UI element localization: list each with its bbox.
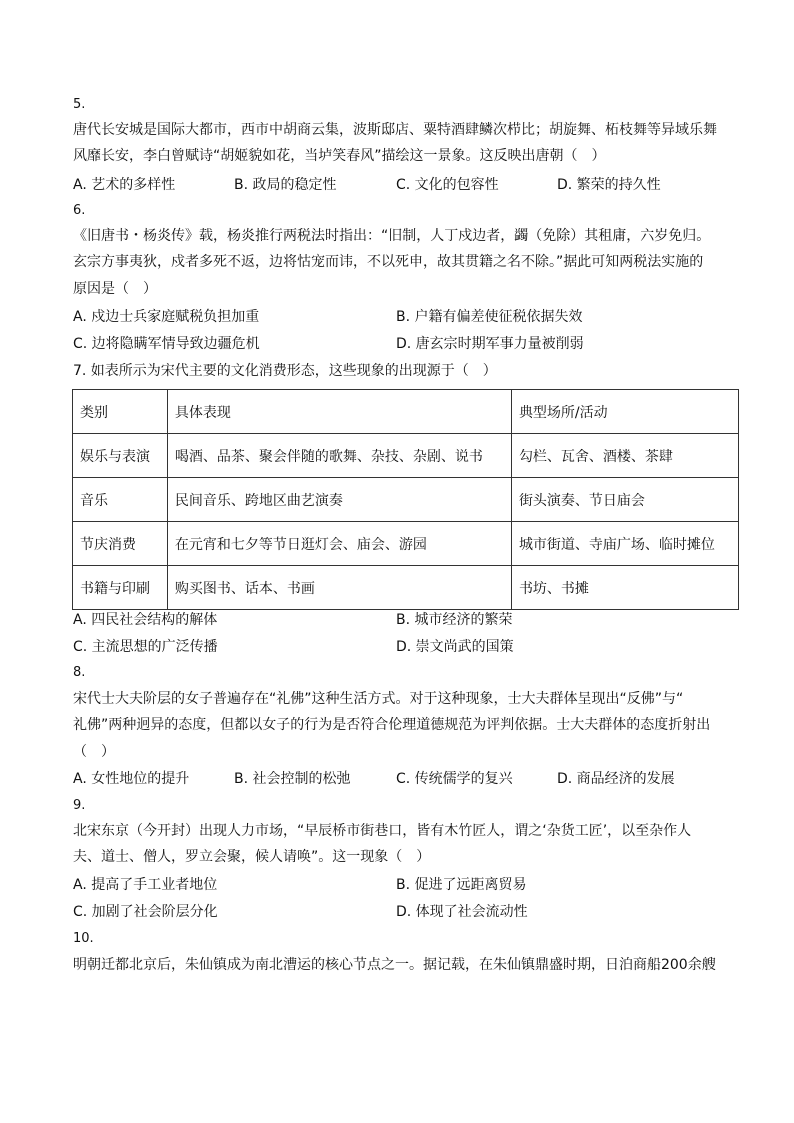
question-10-number: 10.	[73, 931, 94, 946]
question-9-text-line-2: 夫、道士、僧人，罗立会聚，候人请唤”。这一现象（ ）	[73, 849, 431, 865]
question-7-option-c[interactable]: C. 主流思想的广泛传播	[73, 639, 218, 655]
question-10-text-line-1: 明朝迁都北京后，朱仙镇成为南北漕运的核心节点之一。据记载，在朱仙镇鼎盛时期，日泊商船200余艘	[73, 957, 716, 973]
table-cell: 娱乐与表演	[73, 434, 168, 478]
question-6-option-c[interactable]: C. 边将隐瞒军情导致边疆危机	[73, 336, 260, 352]
question-9-option-c[interactable]: C. 加剧了社会阶层分化	[73, 904, 218, 920]
table-header-row	[73, 390, 739, 434]
question-6-text-line-1: 《旧唐书・杨炎传》载，杨炎推行两税法时指出：“旧制，人丁戍边者，蠲（免除）其租庸，六岁免归。	[73, 228, 711, 244]
question-7-option-b[interactable]: B. 城市经济的繁荣	[396, 612, 513, 628]
table-header-cell: 典型场所/活动	[511, 390, 738, 434]
table-row	[73, 434, 739, 478]
table-cell: 在元宵和七夕等节日逛灯会、庙会、游园	[167, 522, 511, 566]
table-cell: 勾栏、瓦舍、酒楼、茶肆	[511, 434, 738, 478]
question-9-option-b[interactable]: B. 促进了远距离贸易	[396, 877, 527, 893]
culture-consumption-table	[72, 389, 739, 610]
question-8-text-line-3: （ ）	[73, 744, 115, 760]
table-cell: 书坊、书摊	[511, 566, 738, 610]
question-5-option-c[interactable]: C. 文化的包容性	[396, 177, 499, 193]
question-5-text-line-2: 风靡长安，李白曾赋诗“胡姬貌如花，当垆笑春风”描绘这一景象。这反映出唐朝（ ）	[73, 148, 606, 164]
question-7-option-a[interactable]: A. 四民社会结构的解体	[73, 612, 218, 628]
table-cell: 音乐	[73, 478, 168, 522]
table-row	[73, 522, 739, 566]
question-9-text-line-1: 北宋东京（今开封）出现人力市场，“早辰桥市街巷口，皆有木竹匠人，谓之‘杂货工匠’，以至杂作人	[73, 823, 692, 839]
question-5-option-b[interactable]: B. 政局的稳定性	[234, 177, 337, 193]
question-9-option-a[interactable]: A. 提高了手工业者地位	[73, 877, 218, 893]
table-cell: 书籍与印刷	[73, 566, 168, 610]
question-5-option-a[interactable]: A. 艺术的多样性	[73, 177, 176, 193]
question-5-option-d[interactable]: D. 繁荣的持久性	[557, 177, 661, 193]
question-6-number: 6.	[73, 203, 86, 218]
question-8-option-a[interactable]: A. 女性地位的提升	[73, 771, 190, 787]
question-5-text-line-1: 唐代长安城是国际大都市，西市中胡商云集，波斯邸店、粟特酒肆鳞次栉比；胡旋舞、柘枝舞等异域乐舞	[73, 122, 717, 138]
question-8-text-line-2: 礼佛”两种迥异的态度，但都以女子的行为是否符合伦理道德规范为评判依据。士大夫群体的态度折射出	[73, 717, 711, 733]
table-cell: 街头演奏、节日庙会	[511, 478, 738, 522]
question-7-option-d[interactable]: D. 崇文尚武的国策	[396, 639, 514, 655]
table-row	[73, 566, 739, 610]
question-8-number: 8.	[73, 665, 86, 680]
table-cell: 节庆消费	[73, 522, 168, 566]
question-6-option-a[interactable]: A. 戍边士兵家庭赋税负担加重	[73, 309, 260, 325]
table-row	[73, 478, 739, 522]
question-7-text: 7. 如表所示为宋代主要的文化消费形态，这些现象的出现源于（ ）	[73, 363, 497, 379]
table-header-cell: 具体表现	[167, 390, 511, 434]
question-6-option-d[interactable]: D. 唐玄宗时期军事力量被削弱	[396, 336, 584, 352]
question-8-text-line-1: 宋代士大夫阶层的女子普遍存在“礼佛”这种生活方式。对于这种现象，士大夫群体呈现出“反佛”与“	[73, 691, 684, 707]
table-cell: 民间音乐、跨地区曲艺演奏	[167, 478, 511, 522]
table-header-cell: 类别	[73, 390, 168, 434]
question-6-text-line-2: 玄宗方事夷狄，戍者多死不返，边将怙宠而讳，不以死申，故其贯籍之名不除。”据此可知两税法实施的	[73, 254, 704, 270]
question-8-option-c[interactable]: C. 传统儒学的复兴	[396, 771, 513, 787]
question-8-option-d[interactable]: D. 商品经济的发展	[557, 771, 675, 787]
table-cell: 购买图书、话本、书画	[167, 566, 511, 610]
question-5-number: 5.	[73, 97, 86, 112]
table-cell: 喝酒、品茶、聚会伴随的歌舞、杂技、杂剧、说书	[167, 434, 511, 478]
question-6-text-line-3: 原因是（ ）	[73, 281, 157, 297]
question-8-option-b[interactable]: B. 社会控制的松弛	[234, 771, 351, 787]
table-cell: 城市街道、寺庙广场、临时摊位	[511, 522, 738, 566]
question-9-option-d[interactable]: D. 体现了社会流动性	[396, 904, 528, 920]
question-9-number: 9.	[73, 798, 86, 813]
question-6-option-b[interactable]: B. 户籍有偏差使征税依据失效	[396, 309, 583, 325]
